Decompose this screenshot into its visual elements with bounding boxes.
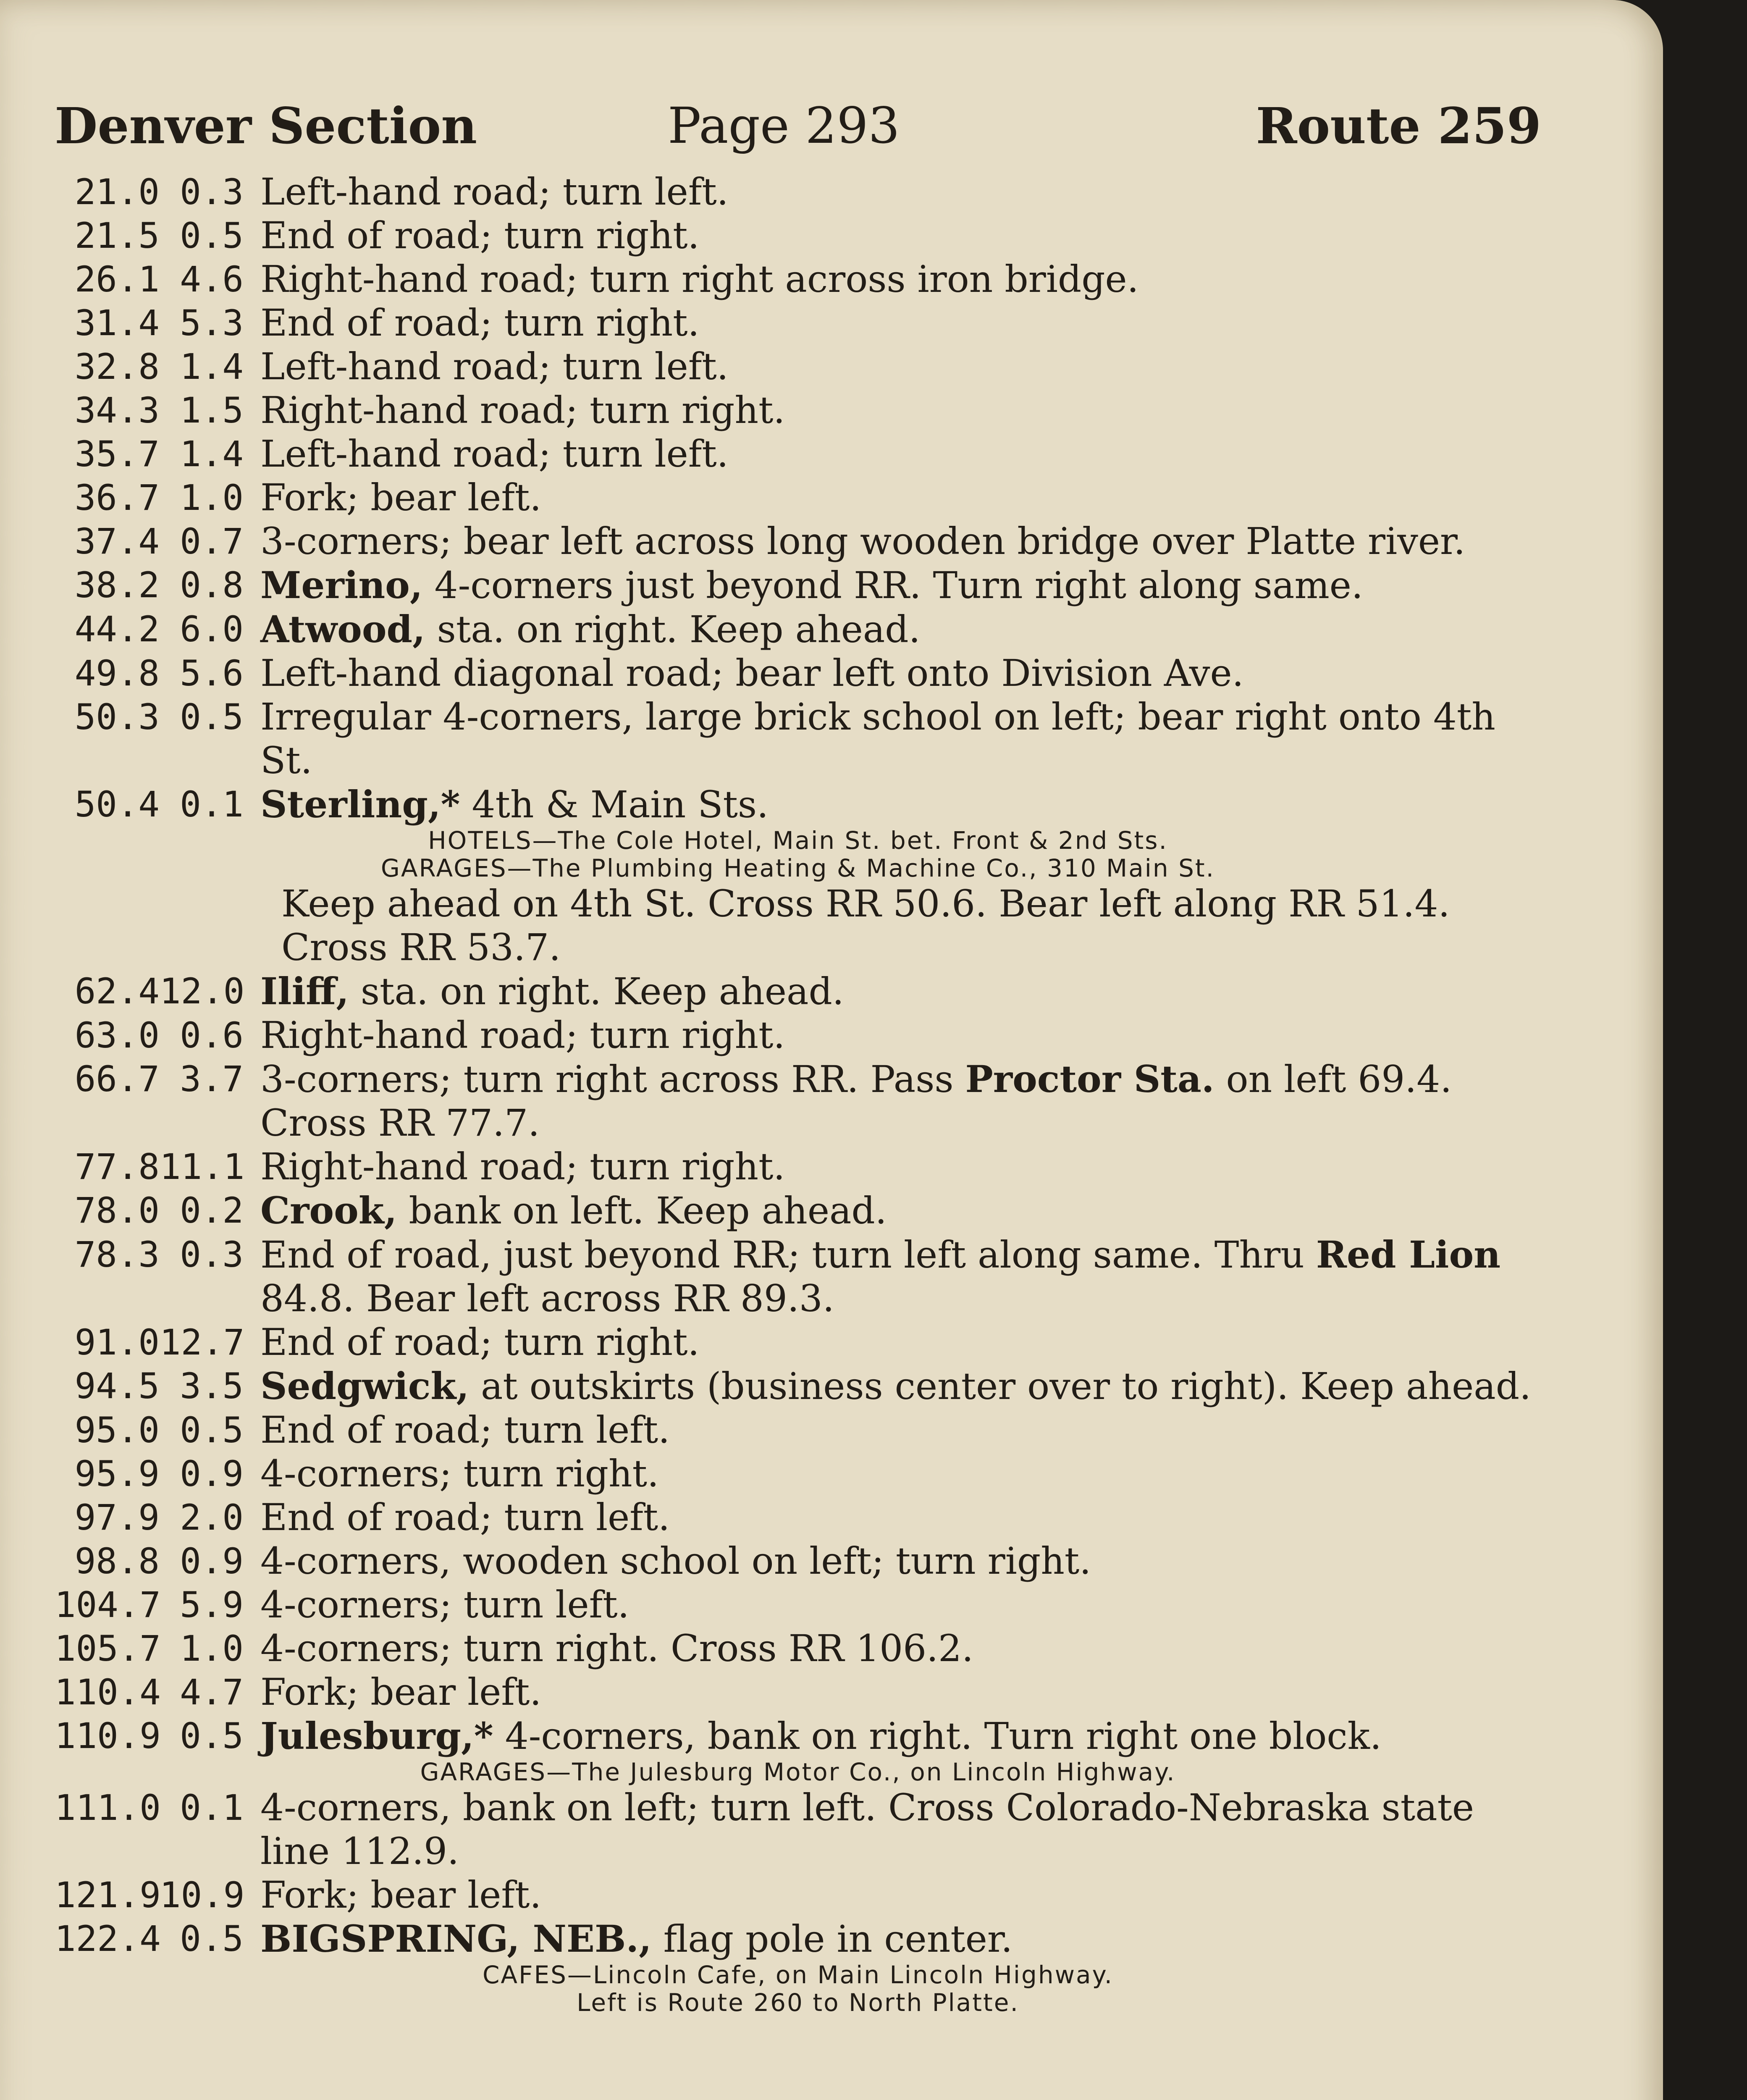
interval-mileage: 5.3	[180, 302, 244, 344]
route-direction	[260, 1189, 1541, 1233]
route-direction	[260, 170, 1541, 214]
direction-text: Right-hand road; turn right.	[260, 388, 785, 432]
route-direction	[260, 782, 1541, 827]
route-row	[55, 1917, 1541, 1961]
direction-text: Left-hand road; turn left.	[260, 170, 729, 213]
interval-mileage: 0.2	[180, 1190, 244, 1231]
direction-text: at outskirts (business center over to right). Keep ahead.	[469, 1365, 1531, 1408]
cumulative-mileage: 62.4	[74, 971, 160, 1012]
direction-text: Left-hand road; turn left.	[260, 345, 729, 388]
route-row	[55, 1496, 1541, 1539]
route-row	[55, 1786, 1541, 1873]
route-row	[55, 214, 1541, 257]
cumulative-mileage: 38.2	[74, 564, 160, 606]
route-row	[55, 301, 1541, 345]
place-name: Sterling,*	[260, 782, 460, 826]
route-row	[55, 1145, 1541, 1189]
interval-mileage: 1.0	[180, 1628, 244, 1669]
route-direction	[260, 1539, 1541, 1583]
place-name: Proctor Sta.	[965, 1057, 1215, 1101]
interval-mileage: 10.9	[160, 1874, 245, 1916]
route-row	[55, 563, 1541, 607]
route-direction	[260, 695, 1541, 782]
interval-mileage: 3.7	[180, 1058, 244, 1100]
bigspring-cafes: CAFES—Lincoln Cafe, on Main Lincoln Highway.	[482, 1961, 1114, 1989]
route-direction	[260, 388, 1541, 432]
cumulative-mileage: 111.0	[55, 1787, 161, 1828]
route-direction	[260, 432, 1541, 476]
route-direction	[260, 257, 1541, 301]
place-name: Atwood,	[260, 607, 425, 651]
cumulative-mileage: 77.8	[74, 1146, 160, 1187]
route-row	[55, 1057, 1541, 1145]
direction-text: on left 69.4. Cross RR 77.7.	[260, 1058, 1452, 1144]
sterling-garages: GARAGES—The Plumbing Heating & Machine Co., 310 Main St.	[380, 854, 1215, 882]
cumulative-mileage: 66.7	[74, 1058, 160, 1100]
route-row	[55, 1452, 1541, 1496]
route-row	[55, 1408, 1541, 1452]
julesburg-garages: GARAGES—The Julesburg Motor Co., on Lincoln Highway.	[420, 1758, 1176, 1786]
cumulative-mileage: 31.4	[74, 302, 160, 344]
place-name: Crook,	[260, 1189, 397, 1232]
interval-mileage: 0.7	[180, 521, 244, 562]
direction-text: 4-corners; turn right.	[260, 1452, 659, 1495]
route-direction	[260, 301, 1541, 345]
route-direction	[260, 1627, 1541, 1670]
cumulative-mileage: 35.7	[74, 433, 160, 475]
cumulative-mileage: 44.2	[74, 609, 160, 650]
direction-text: End of road, just beyond RR; turn left along same. Thru	[260, 1233, 1316, 1276]
cumulative-mileage: 95.9	[74, 1453, 160, 1494]
route-row	[55, 651, 1541, 695]
route-direction	[260, 1714, 1541, 1758]
interval-mileage: 0.5	[180, 1715, 244, 1756]
route-direction	[260, 1233, 1541, 1320]
cumulative-mileage: 36.7	[74, 477, 160, 518]
route-row	[55, 1714, 1541, 1758]
route-direction	[260, 1670, 1541, 1714]
cumulative-mileage: 34.3	[74, 390, 160, 431]
section-title: Denver Section	[55, 97, 477, 155]
interval-mileage: 0.9	[180, 1541, 244, 1582]
direction-text: 3-corners; turn right across RR. Pass	[260, 1058, 965, 1101]
direction-text: 4-corners; turn left.	[260, 1583, 630, 1626]
bigspring-direction: Left is Route 260 to North Platte.	[577, 1988, 1019, 2017]
interval-mileage: 5.9	[180, 1584, 244, 1625]
route-direction	[260, 1145, 1541, 1189]
cumulative-mileage: 122.4	[55, 1918, 161, 1959]
cumulative-mileage: 50.3	[74, 696, 160, 738]
direction-text: Fork; bear left.	[260, 1670, 542, 1714]
direction-text: End of road; turn right.	[260, 1320, 700, 1364]
direction-text: Fork; bear left.	[260, 476, 542, 519]
sterling-continuation: Keep ahead on 4th St. Cross RR 50.6. Bear left along RR 51.4. Cross RR 53.7.	[281, 882, 1450, 969]
sterling-hotels: HOTELS—The Cole Hotel, Main St. bet. Front & 2nd Sts.	[428, 826, 1168, 855]
route-direction	[260, 969, 1541, 1013]
interval-mileage: 0.5	[180, 215, 244, 256]
cumulative-mileage: 94.5	[74, 1365, 160, 1407]
route-direction	[260, 1013, 1541, 1057]
direction-text: Right-hand road; turn right across iron bridge.	[260, 257, 1139, 301]
route-row	[55, 1627, 1541, 1670]
route-direction	[260, 1057, 1541, 1145]
interval-mileage: 0.3	[180, 1234, 244, 1275]
route-direction	[260, 520, 1541, 563]
cumulative-mileage: 63.0	[74, 1015, 160, 1056]
route-log	[55, 170, 1541, 2016]
interval-mileage: 0.1	[180, 784, 244, 825]
route-row	[55, 1189, 1541, 1233]
route-row	[55, 1320, 1541, 1364]
direction-text: End of road; turn right.	[260, 301, 700, 344]
route-row	[55, 782, 1541, 827]
route-direction	[260, 345, 1541, 388]
interval-mileage: 12.0	[160, 971, 245, 1012]
interval-mileage: 4.7	[180, 1672, 244, 1713]
cumulative-mileage: 32.8	[74, 346, 160, 387]
direction-text: sta. on right. Keep ahead.	[349, 970, 844, 1013]
place-name: Iliff,	[260, 969, 349, 1013]
cumulative-mileage: 78.3	[74, 1234, 160, 1275]
direction-text: flag pole in center.	[651, 1917, 1013, 1961]
place-name: Merino,	[260, 563, 423, 607]
route-number: Route 259	[1256, 97, 1541, 155]
cumulative-mileage: 26.1	[74, 259, 160, 300]
route-row	[55, 1013, 1541, 1057]
interval-mileage: 0.3	[180, 171, 244, 213]
direction-text: 4-corners, bank on right. Turn right one block.	[493, 1714, 1382, 1758]
route-row	[55, 432, 1541, 476]
interval-mileage: 12.7	[160, 1322, 245, 1363]
place-name: Sedgwick,	[260, 1364, 469, 1408]
interval-mileage: 11.1	[160, 1146, 245, 1187]
route-direction	[260, 476, 1541, 520]
direction-text: Left-hand diagonal road; bear left onto Division Ave.	[260, 651, 1244, 695]
interval-mileage: 0.5	[180, 1918, 244, 1959]
direction-text: 3-corners; bear left across long wooden bridge over Platte river.	[260, 520, 1466, 563]
route-direction	[260, 1917, 1541, 1961]
route-row	[55, 969, 1541, 1013]
route-direction	[260, 1786, 1541, 1873]
route-row	[55, 170, 1541, 214]
interval-mileage: 3.5	[180, 1365, 244, 1407]
interval-mileage: 0.6	[180, 1015, 244, 1056]
route-direction	[260, 563, 1541, 607]
page-header	[55, 97, 1541, 160]
direction-text: 84.8. Bear left across RR 89.3.	[260, 1277, 834, 1320]
cumulative-mileage: 21.5	[74, 215, 160, 256]
direction-text: Right-hand road; turn right.	[260, 1013, 785, 1057]
route-row	[55, 388, 1541, 432]
direction-text: 4-corners, bank on left; turn left. Cross Colorado-Nebraska state line 112.9.	[260, 1786, 1474, 1873]
cumulative-mileage: 91.0	[74, 1322, 160, 1363]
route-direction	[260, 1583, 1541, 1627]
cumulative-mileage: 104.7	[55, 1584, 161, 1625]
cumulative-mileage: 95.0	[74, 1410, 160, 1451]
place-name: Julesburg,*	[260, 1714, 493, 1758]
route-row	[55, 695, 1541, 782]
cumulative-mileage: 21.0	[74, 171, 160, 213]
route-direction	[260, 651, 1541, 695]
route-row	[55, 476, 1541, 520]
route-row	[55, 607, 1541, 651]
route-direction	[260, 1452, 1541, 1496]
route-row	[55, 257, 1541, 301]
route-direction	[260, 1408, 1541, 1452]
interval-mileage: 1.0	[180, 477, 244, 518]
route-direction	[260, 607, 1541, 651]
direction-text: 4th & Main Sts.	[460, 783, 769, 826]
direction-text: sta. on right. Keep ahead.	[425, 608, 921, 651]
cumulative-mileage: 110.9	[55, 1715, 161, 1756]
cumulative-mileage: 37.4	[74, 521, 160, 562]
cumulative-mileage: 110.4	[55, 1672, 161, 1713]
cumulative-mileage: 121.9	[55, 1874, 161, 1916]
cumulative-mileage: 49.8	[74, 653, 160, 694]
route-direction	[260, 1364, 1541, 1408]
route-row	[55, 345, 1541, 388]
cumulative-mileage: 78.0	[74, 1190, 160, 1231]
direction-text: 4-corners; turn right. Cross RR 106.2.	[260, 1627, 973, 1670]
interval-mileage: 0.1	[180, 1787, 244, 1828]
direction-text: Left-hand road; turn left.	[260, 432, 729, 475]
place-name: BIGSPRING, NEB.,	[260, 1917, 652, 1961]
route-direction	[260, 1320, 1541, 1364]
direction-text: 4-corners, wooden school on left; turn right.	[260, 1539, 1091, 1583]
interval-mileage: 0.9	[180, 1453, 244, 1494]
direction-text: End of road; turn right.	[260, 214, 700, 257]
direction-text: Right-hand road; turn right.	[260, 1145, 785, 1188]
route-row	[55, 1583, 1541, 1627]
route-direction	[260, 214, 1541, 257]
cumulative-mileage: 98.8	[74, 1541, 160, 1582]
route-row	[55, 1364, 1541, 1408]
direction-text: End of road; turn left.	[260, 1496, 670, 1539]
interval-mileage: 1.5	[180, 390, 244, 431]
route-direction	[260, 1873, 1541, 1917]
interval-mileage: 1.4	[180, 433, 244, 475]
page-number: Page 293	[668, 97, 900, 155]
interval-mileage: 0.5	[180, 696, 244, 738]
interval-mileage: 5.6	[180, 653, 244, 694]
direction-text: 4-corners just beyond RR. Turn right along same.	[422, 564, 1363, 607]
interval-mileage: 0.5	[180, 1410, 244, 1451]
interval-mileage: 1.4	[180, 346, 244, 387]
route-row	[55, 1233, 1541, 1320]
interval-mileage: 2.0	[180, 1497, 244, 1538]
cumulative-mileage: 105.7	[55, 1628, 161, 1669]
direction-text: End of road; turn left.	[260, 1408, 670, 1452]
interval-mileage: 6.0	[180, 609, 244, 650]
direction-text: Irregular 4-corners, large brick school on left; bear right onto 4th St.	[260, 695, 1495, 782]
route-row	[55, 1670, 1541, 1714]
direction-text: bank on left. Keep ahead.	[397, 1189, 887, 1232]
cumulative-mileage: 97.9	[74, 1497, 160, 1538]
route-direction	[260, 1496, 1541, 1539]
route-row	[55, 520, 1541, 563]
direction-text: Fork; bear left.	[260, 1873, 542, 1916]
interval-mileage: 0.8	[180, 564, 244, 606]
place-name: Red Lion	[1316, 1233, 1501, 1276]
cumulative-mileage: 50.4	[74, 784, 160, 825]
route-row	[55, 1873, 1541, 1917]
interval-mileage: 4.6	[180, 259, 244, 300]
route-row	[55, 1539, 1541, 1583]
